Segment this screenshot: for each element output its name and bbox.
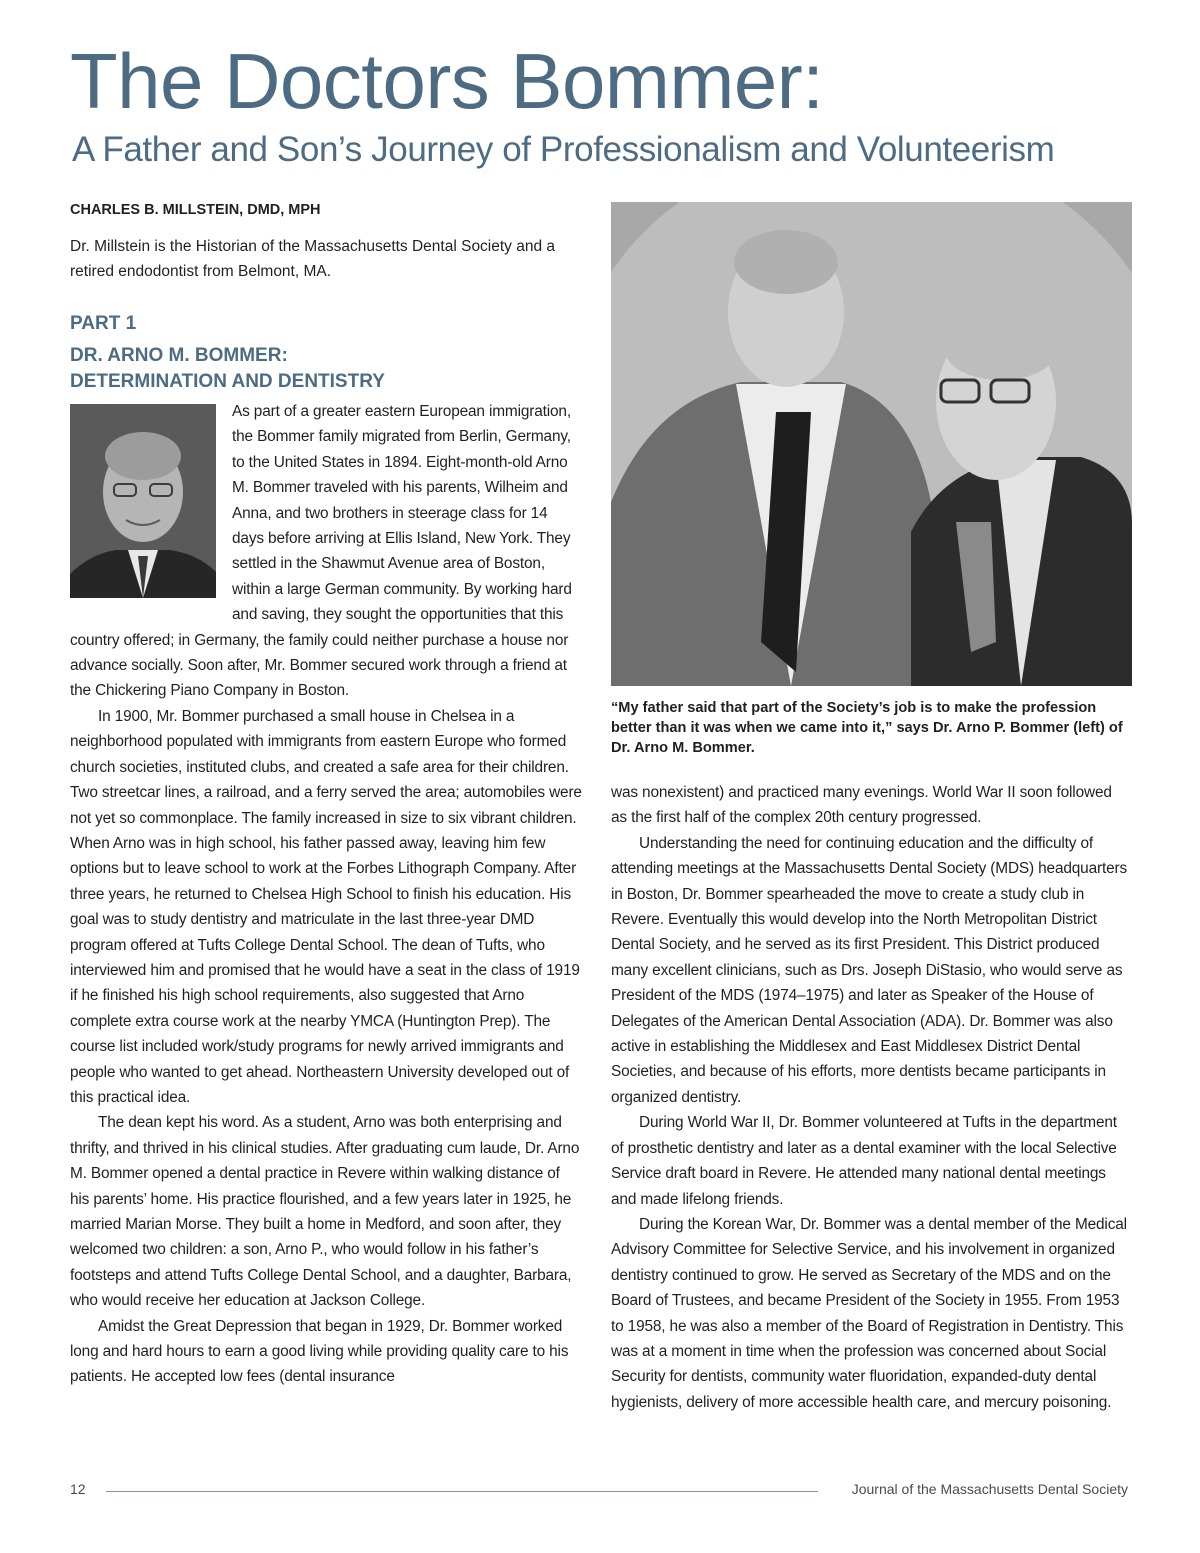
- section-heading-line-2: DETERMINATION AND DENTISTRY: [70, 371, 385, 392]
- paragraph: Understanding the need for continuing education and the difficulty of attending meetings at the Massachusetts Dental Society (MDS) headquarters in Boston, Dr. Bommer spearheaded the move to create a study club in Revere. Eventually this would develop into the North Metropolitan District Dental Society, and he served as its first President. This District produced many excellent clinicians, such as Drs. Joseph DiStasio, who would serve as President of the MDS (1974–1975) and later as Speaker of the House of Delegates of the American Dental Association (ADA). Dr. Bommer was also active in establishing the Middlesex and East Middlesex District Dental Societies, and because of his efforts, more dentists became participants in organized dentistry.: [611, 834, 1128, 1106]
- footer-divider: [106, 1491, 818, 1492]
- part-label: PART 1: [70, 313, 137, 334]
- journal-name: Journal of the Massachusetts Dental Society: [851, 1481, 1128, 1497]
- author-byline: CHARLES B. MILLSTEIN, DMD, MPH: [70, 202, 321, 218]
- paragraph: Amidst the Great Depression that began in 1929, Dr. Bommer worked long and hard hours to earn a good living while providing quality care to his patients. He accepted low fees (dental insurance: [70, 1317, 569, 1386]
- paragraph: In 1900, Mr. Bommer purchased a small house in Chelsea in a neighborhood populated with immigrants from eastern Europe who formed church societies, instituted clubs, and created a safe area for their children. Two streetcar lines, a railroad, and a ferry served the area; automobiles were not yet so commonplace. The family increased in size to six vibrant children. When Arno was in high school, his father passed away, leaving him few options but to leave school to work at the Forbes Lithograph Company. After three years, he returned to Chelsea High School to finish his education. His goal was to study dentistry and matriculate in the last three-year DMD program offered at Tufts College Dental School. The dean of Tufts, who interviewed him and promised that he would have a seat in the class of 1919 if he finished his high school requirements, also suggested that Arno complete extra course work at the nearby YMCA (Huntington Prep). The course list included work/study programs for newly arrived immigrants and people who wanted to get ahead. Northeastern University developed out of this practical idea.: [70, 707, 582, 1106]
- photo-father-and-son: [611, 202, 1132, 686]
- section-heading: [70, 343, 570, 395]
- author-bio: Dr. Millstein is the Historian of the Massachusetts Dental Society and a retired endodontist from Belmont, MA.: [70, 238, 556, 280]
- portrait-figure: [70, 404, 216, 598]
- paragraph: The dean kept his word. As a student, Arno was both enterprising and thrifty, and thrived in his clinical studies. After graduating cum laude, Dr. Arno M. Bommer opened a dental practice in Revere within walking distance of his parents’ home. His practice flourished, and a few years later in 1925, he married Marian Morse. They built a home in Medford, and soon after, they welcomed two children: a son, Arno P., who would follow in his father’s footsteps and attend Tufts College Dental School, and a daughter, Barbara, who would receive her education at Jackson College.: [70, 1114, 580, 1310]
- page-footer: [70, 1481, 1128, 1503]
- portrait-photo-arno-m-bommer: [70, 404, 216, 598]
- body-column-left: [70, 399, 582, 1437]
- body-column-right: [611, 780, 1131, 1436]
- photo-caption: “My father said that part of the Society’s job is to make the profession better than it was when we came into it,” says Dr. Arno P. Bommer (left) of Dr. Arno M. Bommer.: [611, 700, 1123, 756]
- article-subtitle: A Father and Son’s Journey of Professionalism and Volunteerism: [72, 130, 1055, 169]
- page-number: 12: [70, 1481, 86, 1497]
- paragraph: During World War II, Dr. Bommer volunteered at Tufts in the department of prosthetic dentistry and later as a dental examiner with the local Selective Service draft board in Revere. He attended many national dental meetings and made lifelong friends.: [611, 1114, 1117, 1208]
- photo-figures: [611, 202, 1132, 686]
- article-title: The Doctors Bommer:: [70, 37, 824, 125]
- paragraph: was nonexistent) and practiced many evenings. World War II soon followed as the first half of the complex 20th century progressed.: [611, 784, 1112, 827]
- section-heading-line-1: DR. ARNO M. BOMMER:: [70, 345, 288, 366]
- paragraph: During the Korean War, Dr. Bommer was a dental member of the Medical Advisory Committee for Selective Service, and his involvement in organized dentistry continued to grow. He served as Secretary of the MDS and on the Board of Trustees, and became President of the Society in 1955. From 1953 to 1958, he was also a member of the Board of Registration in Dentistry. This was at a moment in time when the profession was concerned about Social Security for dentists, community water fluoridation, expanded-duty dental hygienists, delivery of more accessible health care, and mercury poisoning.: [611, 1215, 1127, 1411]
- paragraph: As part of a greater eastern European immigration, the Bommer family migrated from Berlin, Germany, to the United States in 1894. Eight-month-old Arno M. Bommer traveled with his parents, Wilheim and Anna, and two brothers in steerage class for 14 days before arriving at Ellis Island, New York. They settled in the Shawmut Avenue area of Boston, within a large German community. By working hard and saving, they sought the opportunities that this country offered; in Germany, the family could neither purchase a house nor advance socially. Soon after, Mr. Bommer secured work through a friend at the Chickering Piano Company in Boston.: [70, 403, 572, 700]
